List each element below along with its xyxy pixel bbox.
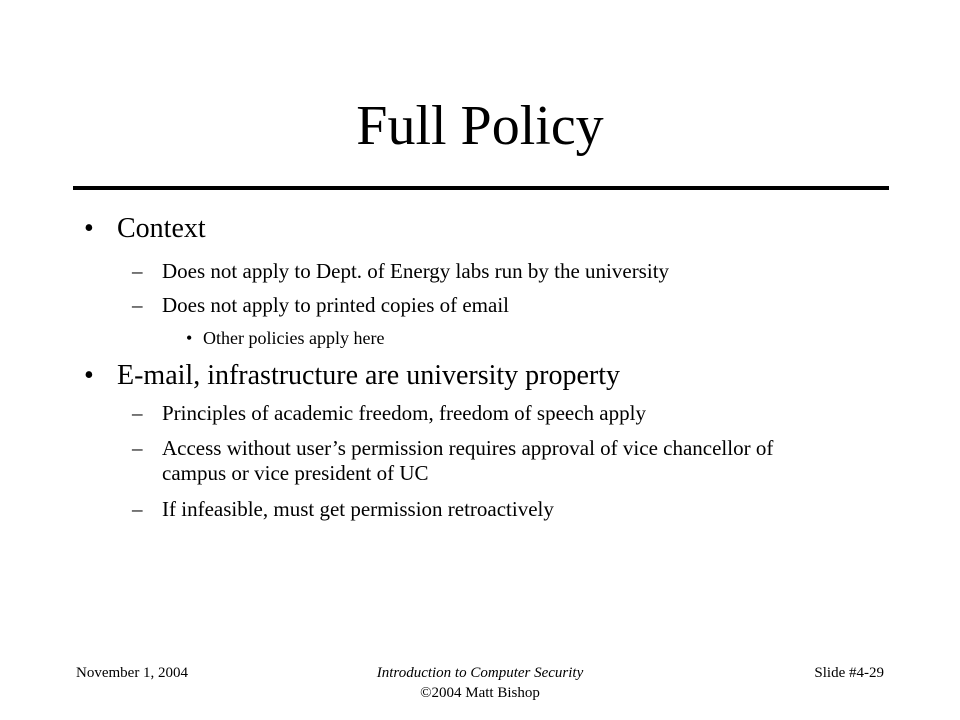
subbullet-access-approval <box>132 436 802 486</box>
bullet-text: E-mail, infrastructure are university property <box>117 360 621 391</box>
bullet-glyph: • <box>84 213 94 244</box>
subbullet-retroactive <box>132 497 842 522</box>
dash-glyph: – <box>132 259 143 283</box>
subbullet-text: Does not apply to Dept. of Energy labs run by the university <box>162 259 670 283</box>
dash-glyph: – <box>132 497 143 521</box>
bullet-context <box>84 213 206 245</box>
bullet-glyph: • <box>84 360 94 391</box>
bullet-glyph: • <box>186 328 193 348</box>
subsubbullet-other-policies <box>186 327 385 349</box>
bullet-text: Context <box>117 213 206 244</box>
subbullet-academic-freedom <box>132 401 842 426</box>
dash-glyph: – <box>132 293 143 317</box>
subsubbullet-text: Other policies apply here <box>203 328 385 348</box>
slide-title: Full Policy <box>356 95 604 157</box>
subbullet-text: Principles of academic freedom, freedom of speech apply <box>162 401 646 425</box>
subbullet-text: If infeasible, must get permission retroactively <box>162 497 554 521</box>
subbullet-printed-copies <box>132 293 842 318</box>
footer-copyright: ©2004 Matt Bishop <box>420 685 540 701</box>
footer-date: November 1, 2004 <box>76 665 189 681</box>
dash-glyph: – <box>132 436 143 460</box>
dash-glyph: – <box>132 401 143 425</box>
footer-center <box>280 663 680 703</box>
subbullet-text: Does not apply to printed copies of email <box>162 293 510 317</box>
bullet-email-property <box>84 360 621 392</box>
footer-course-title: Introduction to Computer Security <box>376 665 584 681</box>
footer-slide-number: Slide #4-29 <box>814 665 884 681</box>
subbullet-text: Access without user’s permission requires approval of vice chancellor of campus or vice president of UC <box>162 436 774 485</box>
subbullet-doe-labs <box>132 259 842 284</box>
